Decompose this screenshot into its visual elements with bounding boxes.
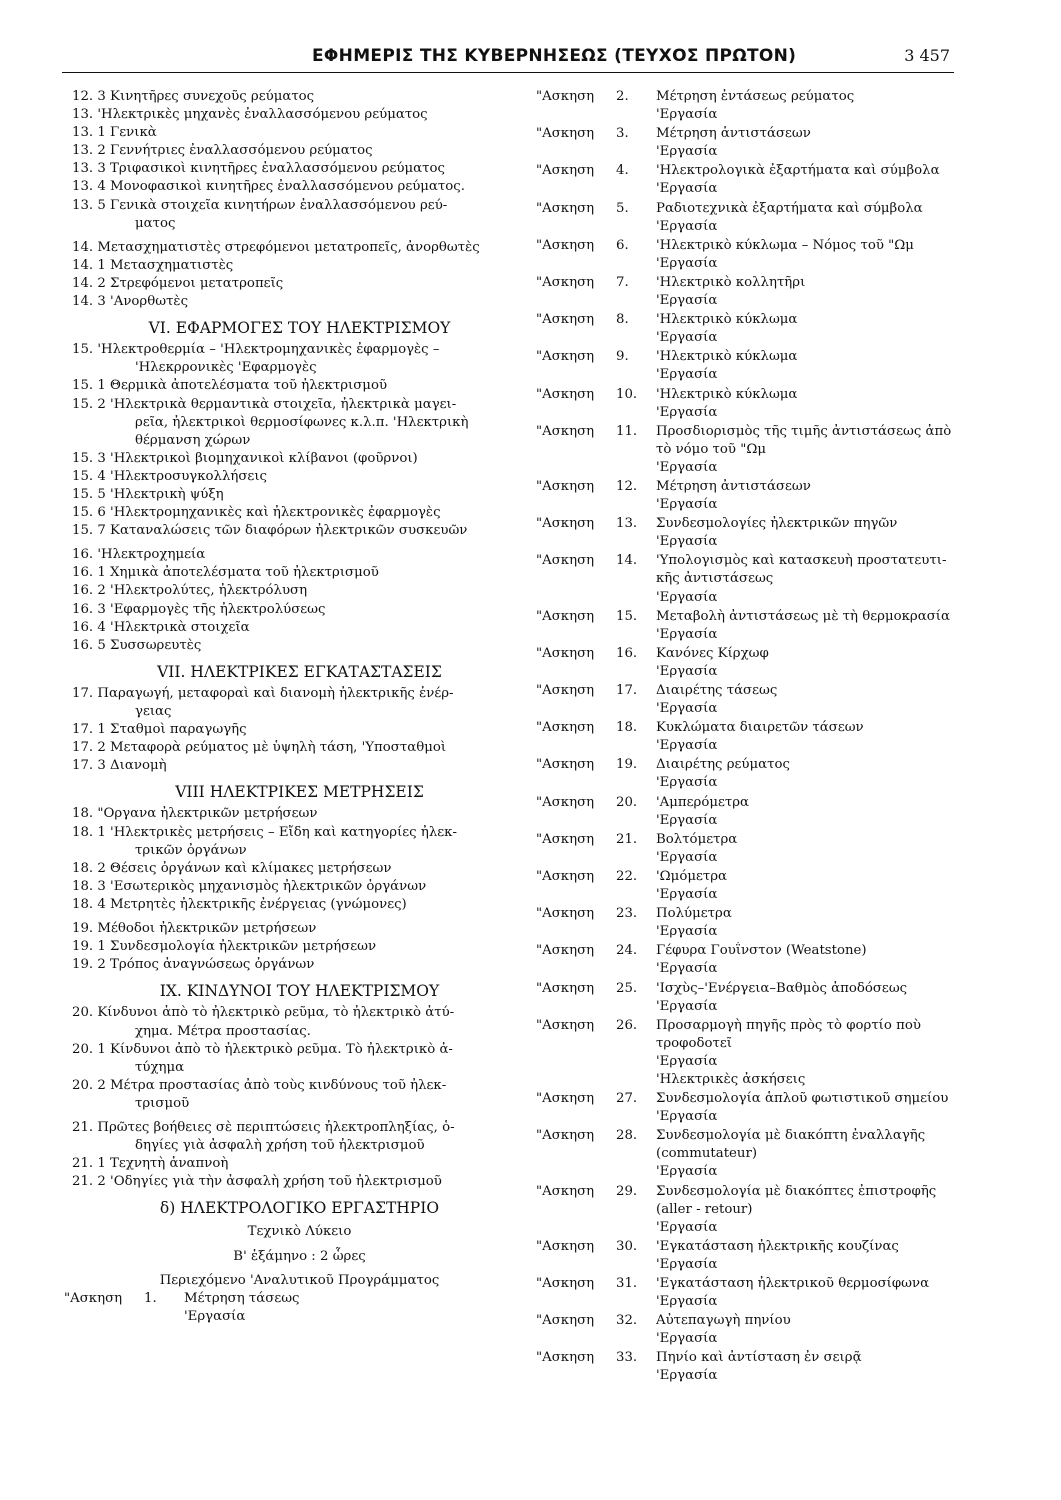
exercise-row <box>536 756 986 774</box>
exercise-number: 7. <box>616 274 629 290</box>
exercise-label: "Ασκηση <box>536 89 595 104</box>
exercise-title: 'Ισχὺς–'Ενέργεια–Βαθμὸς ἀποδόσεως <box>656 980 908 996</box>
exercise-item <box>536 1349 986 1385</box>
exercise-subline: 'Ηλεκτρικὲς ἀσκήσεις <box>656 1071 806 1087</box>
list-item: 13. 3 Τριφασικοὶ κινητῆρες ἐναλλασσόμενου ρεύματος <box>72 161 445 177</box>
exercise-subline: 'Εργασία <box>656 1109 718 1125</box>
exercise-title: Μέτρηση ἀντιστάσεων <box>656 478 811 494</box>
exercise-item <box>536 478 986 514</box>
list-item: 18. 3 'Εσωτερικὸς μηχανισμὸς ἠλεκτρικῶν ὀργάνων <box>72 878 427 894</box>
exercise-title: 'Αμπερόμετρα <box>656 794 750 810</box>
exercise-item <box>64 1290 527 1308</box>
exercise-list <box>536 88 986 1386</box>
exercise-title: 'Ηλεκτρικὸ κολλητῆρι <box>656 274 806 290</box>
section-heading: VI. ΕΦΑΡΜΟΓΕΣ ΤΟΥ ΗΛΕΚΤΡΙΣΜΟΥ <box>148 319 451 338</box>
exercise-number: 14. <box>616 553 638 569</box>
list-item: 14. 1 Μετασχηματιστὲς <box>72 257 234 273</box>
exercise-subline: 'Εργασία <box>656 497 718 513</box>
exercise-subline: 'Εργασία <box>656 1294 718 1310</box>
exercise-subline: τὸ νόμο τοῦ "Ωμ <box>656 441 767 457</box>
page-number: 3 457 <box>904 46 950 65</box>
exercise-number: 22. <box>616 868 638 884</box>
exercise-row <box>536 868 986 886</box>
exercise-title: Συνδεσμολογία μὲ διακόπτη ἐναλλαγῆς <box>656 1128 926 1144</box>
exercise-number: 19. <box>616 757 638 773</box>
exercise-item <box>536 1183 986 1237</box>
exercise-item <box>536 608 986 644</box>
exercise-subline: 'Εργασία <box>656 663 718 679</box>
exercise-subline: 'Εργασία <box>656 218 718 234</box>
exercise-number: 20. <box>616 794 638 810</box>
exercise-subline: 'Εργασία <box>656 255 718 271</box>
list-block <box>72 1119 527 1191</box>
exercise-item <box>536 1090 986 1126</box>
list-block <box>72 239 527 311</box>
exercise-subline: 'Εργασία <box>656 961 718 977</box>
exercise-row <box>536 125 986 143</box>
exercise-label: "Ασκηση <box>536 645 595 661</box>
exercise-row <box>536 237 986 255</box>
list-item: τρικῶν ὀργάνων <box>135 842 247 858</box>
exercise-item <box>536 1275 986 1311</box>
exercise-row <box>536 1017 986 1035</box>
exercise-label: "Ασκηση <box>536 1276 595 1291</box>
exercise-row <box>536 1275 986 1293</box>
section-heading: δ) ΗΛΕΚΤΡΟΛΟΓΙΚΟ ΕΡΓΑΣΤΗΡΙΟ <box>159 1199 440 1218</box>
exercise-item <box>536 386 986 422</box>
exercise-subline: 'Εργασία <box>656 459 718 475</box>
list-item: 15. 6 'Ηλεκτρομηχανικὲς καὶ ἠλεκτρονικὲς ἐφαρμογὲς <box>72 505 441 521</box>
exercise-number: 31. <box>616 1276 638 1291</box>
exercise-item <box>536 794 986 830</box>
exercise-subline: 'Εργασία <box>656 330 718 346</box>
exercise-row <box>536 980 986 998</box>
exercise-row <box>536 478 986 496</box>
exercise-title: Προσδιορισμὸς τῆς τιμῆς ἀντιστάσεως ἀπὸ <box>656 423 952 439</box>
list-block <box>72 88 527 233</box>
exercise-row <box>536 1090 986 1108</box>
exercise-number: 27. <box>616 1091 638 1107</box>
exercise-title: Μεταβολὴ ἀντιστάσεως μὲ τὴ θερμοκρασία <box>656 608 950 624</box>
gazette-title: ΕΦΗΜΕΡΙΣ ΤΗΣ ΚΥΒΕΡΝΗΣΕΩΣ (ΤΕΥΧΟΣ ΠΡΩΤΟΝ) <box>312 46 797 66</box>
exercise-title: Προσαρμογὴ πηγῆς πρὸς τὸ φορτίο ποὺ <box>656 1017 921 1033</box>
exercise-title: 'Υπολογισμὸς καὶ κατασκευὴ προστατευτι- <box>656 553 947 569</box>
list-item: 12. 3 Κινητῆρες συνεχοῦς ρεύματος <box>72 89 315 104</box>
exercise-number: 11. <box>616 423 638 439</box>
exercise-subline: 'Εργασία <box>656 738 718 754</box>
exercise-title: 'Ηλεκτρικὸ κύκλωμα <box>656 349 798 365</box>
list-item: 16. 2 'Ηλεκτρολύτες, ἠλεκτρόλυση <box>72 583 308 599</box>
exercise-item <box>536 831 986 867</box>
exercise-number: 8. <box>616 312 629 328</box>
exercise-label: "Ασκηση <box>536 1350 595 1366</box>
exercise-title: Μέτρηση τάσεως <box>184 1290 300 1306</box>
section-heading: IX. ΚΙΝΔΥΝΟΙ ΤΟΥ ΗΛΕΚΤΡΙΣΜΟΥ <box>159 982 440 1001</box>
exercise-label: "Ασκηση <box>536 1238 595 1254</box>
exercise-item <box>536 1127 986 1181</box>
exercise-label: "Ασκηση <box>64 1290 123 1306</box>
exercise-title: 'Εγκατάσταση ἠλεκτρικῆς κουζίνας <box>656 1238 899 1254</box>
exercise-title: Γέφυρα Γουΐνστον (Weatstone) <box>656 943 867 959</box>
left-column <box>64 88 527 1326</box>
exercise-row <box>536 719 986 737</box>
list-item: θέρμανση χώρων <box>135 432 251 448</box>
exercise-subline: 'Εργασία <box>656 107 718 123</box>
exercise-item <box>536 552 986 606</box>
exercise-row <box>536 942 986 960</box>
exercise-row <box>536 1349 986 1367</box>
exercise-subline: 'Εργασία <box>656 1219 718 1235</box>
exercise-number: 15. <box>616 608 638 624</box>
exercise-number: 16. <box>616 645 638 661</box>
exercise-item <box>536 682 986 718</box>
exercise-title: Πολύμετρα <box>656 906 732 922</box>
list-item: 13. 1 Γενικὰ <box>72 125 157 141</box>
exercise-subline: 'Εργασία <box>656 998 718 1014</box>
exercise-item <box>536 125 986 161</box>
list-item: 15. 1 Θερμικὰ ἀποτελέσματα τοῦ ἠλεκτρισμοῦ <box>72 378 388 394</box>
exercise-label: "Ασκηση <box>536 516 595 532</box>
list-item: 17. 3 Διανομὴ <box>72 758 167 774</box>
exercise-row <box>536 88 986 106</box>
exercise-number: 25. <box>616 980 638 996</box>
list-item: ρεῖα, ἠλεκτρικοὶ θερμοσίφωνες κ.λ.π. 'Ηλεκτρικὴ <box>135 414 469 430</box>
list-item: 17. 1 Σταθμοὶ παραγωγῆς <box>72 722 247 738</box>
page-header <box>62 44 954 73</box>
exercise-title: 'Εγκατάσταση ἠλεκτρικοῦ θερμοσίφωνα <box>656 1276 930 1291</box>
list-item: 17. Παραγωγή, μεταφοραὶ καὶ διανομὴ ἠλεκτρικῆς ἐνέρ- <box>72 685 454 701</box>
exercise-label: "Ασκηση <box>536 794 595 810</box>
exercise-number: 5. <box>616 200 629 216</box>
exercise-row <box>536 645 986 663</box>
list-item: 20. Κίνδυνοι ἀπὸ τὸ ἠλεκτρικὸ ρεῦμα, τὸ ἠλεκτρικὸ ἀτύ- <box>72 1005 455 1021</box>
exercise-item <box>536 88 986 124</box>
exercise-subline: 'Εργασία <box>656 534 718 550</box>
exercise-label: "Ασκηση <box>536 274 595 290</box>
exercise-title: Συνδεσμολογίες ἠλεκτρικῶν πηγῶν <box>656 516 898 532</box>
list-item: 18. 4 Μετρητὲς ἠλεκτρικῆς ἐνέργειας (γνώμονες) <box>72 896 407 912</box>
exercise-item <box>536 1238 986 1274</box>
exercise-title: Βολτόμετρα <box>656 831 738 847</box>
exercise-title: 'Ωμόμετρα <box>656 868 728 884</box>
exercise-number: 28. <box>616 1128 638 1144</box>
exercise-title: 'Ηλεκτρικὸ κύκλωμα <box>656 386 798 402</box>
exercise-subline: 'Εργασία <box>656 367 718 383</box>
list-item: 14. 3 'Ανορθωτὲς <box>72 294 189 310</box>
list-item: δηγίες γιὰ ἀσφαλὴ χρήση τοῦ ἠλεκτρισμοῦ <box>135 1138 425 1154</box>
exercise-label: "Ασκηση <box>536 1313 595 1329</box>
exercise-title: Συνδεσμολογία μὲ διακόπτες ἐπιστροφῆς <box>656 1183 937 1199</box>
exercise-label: "Ασκηση <box>536 1091 595 1107</box>
exercise-title: 'Ηλεκτρολογικὰ ἐξαρτήματα καὶ σύμβολα <box>656 163 940 179</box>
exercise-number: 1. <box>144 1290 157 1306</box>
exercise-item <box>536 348 986 384</box>
exercise-subline: 'Εργασία <box>656 812 718 828</box>
list-item: 15. 3 'Ηλεκτρικοὶ βιομηχανικοὶ κλίβανοι (φοῦρνοι) <box>72 450 418 466</box>
exercise-subline: 'Εργασία <box>656 1331 718 1347</box>
exercise-row <box>536 831 986 849</box>
list-item: 19. Μέθοδοι ἠλεκτρικῶν μετρήσεων <box>72 921 317 937</box>
exercise-subline: 'Εργασία <box>656 589 718 605</box>
exercise-number: 4. <box>616 163 629 179</box>
exercise-row <box>536 552 986 570</box>
exercise-subline: 'Εργασία <box>656 404 718 420</box>
exercise-subline: κῆς ἀντιστάσεως <box>656 571 774 587</box>
exercise-item <box>536 942 986 978</box>
exercise-label: "Ασκηση <box>536 868 595 884</box>
exercise-row <box>536 311 986 329</box>
exercise-title: Διαιρέτης ρεύματος <box>656 757 790 773</box>
exercise-label: "Ασκηση <box>536 386 595 402</box>
exercise-row <box>536 162 986 180</box>
semester-hours: Β' ἑξάμηνο : 2 ὧρες <box>233 1248 366 1264</box>
exercise-subline: 'Εργασία <box>656 701 718 717</box>
exercise-subline: 'Εργασία <box>656 144 718 160</box>
exercise-number: 29. <box>616 1183 638 1199</box>
exercise-row <box>536 905 986 923</box>
list-item: 21. Πρῶτες βοήθειες σὲ περιπτώσεις ἠλεκτροπληξίας, ὁ- <box>72 1119 455 1135</box>
list-item: 15. 'Ηλεκτροθερμία – 'Ηλεκτρομηχανικὲς ἐφαρμογὲς – <box>72 342 440 358</box>
exercise-item <box>536 645 986 681</box>
exercise-subline: (commutateur) <box>656 1146 758 1162</box>
list-item: 15. 5 'Ηλεκτρικὴ ψύξη <box>72 486 224 502</box>
exercise-row <box>536 794 986 812</box>
list-item: τύχημα <box>135 1059 185 1075</box>
list-item: ματος <box>135 215 176 231</box>
exercise-item <box>536 237 986 273</box>
exercise-number: 10. <box>616 386 638 402</box>
exercise-subline: 'Εργασία <box>656 1164 718 1180</box>
exercise-title: 'Ηλεκτρικὸ κύκλωμα – Νόμος τοῦ "Ωμ <box>656 237 914 253</box>
list-item: γειας <box>135 704 172 719</box>
list-item: 14. Μετασχηματιστὲς στρεφόμενοι μετατροπεῖς, ἀνορθωτὲς <box>72 239 480 255</box>
exercise-subline: 'Εργασία <box>656 181 718 197</box>
list-item: 13. 5 Γενικὰ στοιχεῖα κινητήρων ἐναλλασσόμενου ρεύ- <box>72 197 448 213</box>
exercise-number: 2. <box>616 89 629 104</box>
exercise-label: "Ασκηση <box>536 1128 595 1144</box>
exercise-subline: 'Εργασία <box>656 1368 718 1384</box>
exercise-row <box>536 1183 986 1201</box>
exercise-label: "Ασκηση <box>536 757 595 773</box>
exercise-work: 'Εργασία <box>184 1308 246 1324</box>
exercise-number: 18. <box>616 720 638 736</box>
list-item: 14. 2 Στρεφόμενοι μετατροπεῖς <box>72 275 284 291</box>
list-item: 19. 1 Συνδεσμολογία ἠλεκτρικῶν μετρήσεων <box>72 939 377 955</box>
exercise-subline: 'Εργασία <box>656 887 718 903</box>
exercise-subline: 'Εργασία <box>656 1256 718 1272</box>
exercise-title: Συνδεσμολογία ἁπλοῦ φωτιστικοῦ σημείου <box>656 1091 949 1107</box>
exercise-number: 3. <box>616 126 629 142</box>
exercise-number: 21. <box>616 831 638 847</box>
exercise-title: Κανόνες Κίρχωφ <box>656 645 769 661</box>
exercise-number: 30. <box>616 1238 638 1254</box>
list-block <box>72 805 527 914</box>
exercise-number: 12. <box>616 478 638 494</box>
list-item: 16. 4 'Ηλεκτρικὰ στοιχεῖα <box>72 619 250 635</box>
exercise-number: 33. <box>616 1350 638 1366</box>
exercise-item <box>536 274 986 310</box>
exercise-subline: 'Εργασία <box>656 849 718 865</box>
exercise-subline: 'Εργασία <box>656 775 718 791</box>
list-item: 20. 2 Μέτρα προστασίας ἀπὸ τοὺς κινδύνους τοῦ ἠλεκ- <box>72 1077 447 1093</box>
exercise-label: "Ασκηση <box>536 163 595 179</box>
exercise-label: "Ασκηση <box>536 553 595 569</box>
exercise-label: "Ασκηση <box>536 478 595 494</box>
list-item: 18. "Οργανα ἠλεκτρικῶν μετρήσεων <box>72 806 318 822</box>
list-item: 18. 1 'Ηλεκτρικὲς μετρήσεις – Εἴδη καὶ κατηγορίες ἠλεκ- <box>72 824 457 840</box>
school-type: Τεχνικὸ Λύκειο <box>247 1224 352 1240</box>
list-item: 16. 5 Συσσωρευτὲς <box>72 637 202 653</box>
exercise-item <box>536 719 986 755</box>
exercise-item <box>536 162 986 198</box>
exercise-label: "Ασκηση <box>536 906 595 922</box>
list-item: 13. 4 Μονοφασικοὶ κινητῆρες ἐναλλασσόμενου ρεύματος. <box>72 179 465 195</box>
exercise-label: "Ασκηση <box>536 720 595 736</box>
exercise-subline: 'Εργασία <box>656 924 718 940</box>
exercise-label: "Ασκηση <box>536 943 595 959</box>
exercise-row <box>536 386 986 404</box>
exercise-label: "Ασκηση <box>536 349 595 365</box>
exercise-label: "Ασκηση <box>536 831 595 847</box>
list-item: 17. 2 Μεταφορὰ ρεύματος μὲ ὑψηλὴ τάση, 'Υποσταθμοὶ <box>72 740 447 756</box>
list-item: χημα. Μέτρα προστασίας. <box>135 1023 311 1039</box>
list-block <box>72 546 527 655</box>
list-item: 20. 1 Κίνδυνοι ἀπὸ τὸ ἠλεκτρικὸ ρεῦμα. Τὸ ἠλεκτρικὸ ἀ- <box>72 1041 453 1057</box>
exercise-title: Κυκλώματα διαιρετῶν τάσεων <box>656 720 864 736</box>
section-heading: VIII ΗΛΕΚΤΡΙΚΕΣ ΜΕΤΡΗΣΕΙΣ <box>175 783 424 802</box>
exercise-row <box>536 348 986 366</box>
list-item: 'Ηλεκρρονικὲς 'Εφαρμογὲς <box>135 360 317 376</box>
exercise-title: Μέτρηση ἀντιστάσεων <box>656 126 811 142</box>
exercise-label: "Ασκηση <box>536 312 595 328</box>
contents-heading: Περιεχόμενο 'Αναλυτικοῦ Προγράμματος <box>159 1272 440 1288</box>
exercise-label: "Ασκηση <box>536 200 595 216</box>
exercise-subline: (aller - retour) <box>656 1201 753 1217</box>
exercise-title: Αὐτεπαγωγὴ πηνίου <box>656 1313 791 1329</box>
exercise-row <box>536 423 986 441</box>
exercise-item <box>536 868 986 904</box>
exercise-row <box>536 200 986 218</box>
right-column <box>536 88 986 1387</box>
exercise-item <box>536 1312 986 1348</box>
exercise-number: 26. <box>616 1017 638 1033</box>
list-block <box>72 1004 527 1113</box>
exercise-row <box>536 1238 986 1256</box>
exercise-number: 23. <box>616 906 638 922</box>
list-block <box>72 341 527 540</box>
list-block <box>72 920 527 974</box>
list-block <box>72 685 527 775</box>
list-item: 13. 2 Γεννήτριες ἐναλλασσόμενου ρεύματος <box>72 143 373 159</box>
list-item: 16. 3 'Εφαρμογὲς τῆς ἠλεκτρολύσεως <box>72 601 326 617</box>
exercise-number: 13. <box>616 516 638 532</box>
exercise-row <box>536 274 986 292</box>
exercise-label: "Ασκηση <box>536 1183 595 1199</box>
exercise-subline: 'Εργασία <box>656 1053 718 1069</box>
list-item: 15. 7 Καταναλώσεις τῶν διαφόρων ἠλεκτρικῶν συσκευῶν <box>72 523 468 539</box>
list-item: 16. 'Ηλεκτροχημεία <box>72 547 206 563</box>
exercise-title: Διαιρέτης τάσεως <box>656 683 778 698</box>
exercise-number: 6. <box>616 237 629 253</box>
exercise-title: 'Ηλεκτρικὸ κύκλωμα <box>656 312 798 328</box>
exercise-row <box>536 1312 986 1330</box>
exercise-row <box>536 515 986 533</box>
exercise-number: 24. <box>616 943 638 959</box>
exercise-title: Μέτρηση ἐντάσεως ρεύματος <box>656 89 855 104</box>
list-item: 19. 2 Τρόπος ἀναγνώσεως ὀργάνων <box>72 957 315 973</box>
exercise-subline: τροφοδοτεῖ <box>656 1035 732 1051</box>
exercise-title: Πηνίο καὶ ἀντίσταση ἐν σειρᾷ <box>656 1350 862 1366</box>
exercise-label: "Ασκηση <box>536 237 595 253</box>
exercise-title: Ραδιοτεχνικὰ ἐξαρτήματα καὶ σύμβολα <box>656 200 923 216</box>
exercise-row <box>536 682 986 700</box>
exercise-label: "Ασκηση <box>536 1017 595 1033</box>
exercise-label: "Ασκηση <box>536 980 595 996</box>
list-item: 15. 4 'Ηλεκτροσυγκολλήσεις <box>72 468 267 484</box>
exercise-number: 9. <box>616 349 629 365</box>
section-heading: VII. ΗΛΕΚΤΡΙΚΕΣ ΕΓΚΑΤΑΣΤΑΣΕΙΣ <box>157 662 442 681</box>
exercise-subline: 'Εργασία <box>656 626 718 642</box>
exercise-subline: 'Εργασία <box>656 293 718 309</box>
list-item: 18. 2 Θέσεις ὀργάνων καὶ κλίμακες μετρήσεων <box>72 860 392 876</box>
exercise-item <box>536 311 986 347</box>
exercise-label: "Ασκηση <box>536 608 595 624</box>
exercise-number: 32. <box>616 1313 638 1329</box>
list-item: 16. 1 Χημικὰ ἀποτελέσματα τοῦ ἠλεκτρισμοῦ <box>72 565 379 581</box>
exercise-label: "Ασκηση <box>536 423 595 439</box>
exercise-item <box>536 756 986 792</box>
exercise-item <box>536 1017 986 1089</box>
exercise-label: "Ασκηση <box>536 683 595 698</box>
exercise-row <box>536 1127 986 1145</box>
exercise-item <box>536 905 986 941</box>
list-item: 15. 2 'Ηλεκτρικὰ θερμαντικὰ στοιχεῖα, ἠλεκτρικὰ μαγει- <box>72 396 457 412</box>
list-item: τρισμοῦ <box>135 1095 190 1111</box>
exercise-number: 17. <box>616 683 638 698</box>
exercise-row <box>536 608 986 626</box>
exercise-item <box>536 515 986 551</box>
exercise-item <box>536 423 986 477</box>
list-item: 21. 1 Τεχνητὴ ἀναπνοὴ <box>72 1156 229 1172</box>
exercise-item <box>536 200 986 236</box>
list-item: 13. 'Ηλεκτρικὲς μηχανὲς ἐναλλασσόμενου ρεύματος <box>72 107 428 123</box>
exercise-item <box>536 980 986 1016</box>
list-item: 21. 2 'Οδηγίες γιὰ τὴν ἀσφαλὴ χρήση τοῦ ἠλεκτρισμοῦ <box>72 1174 442 1190</box>
exercise-label: "Ασκηση <box>536 126 595 142</box>
